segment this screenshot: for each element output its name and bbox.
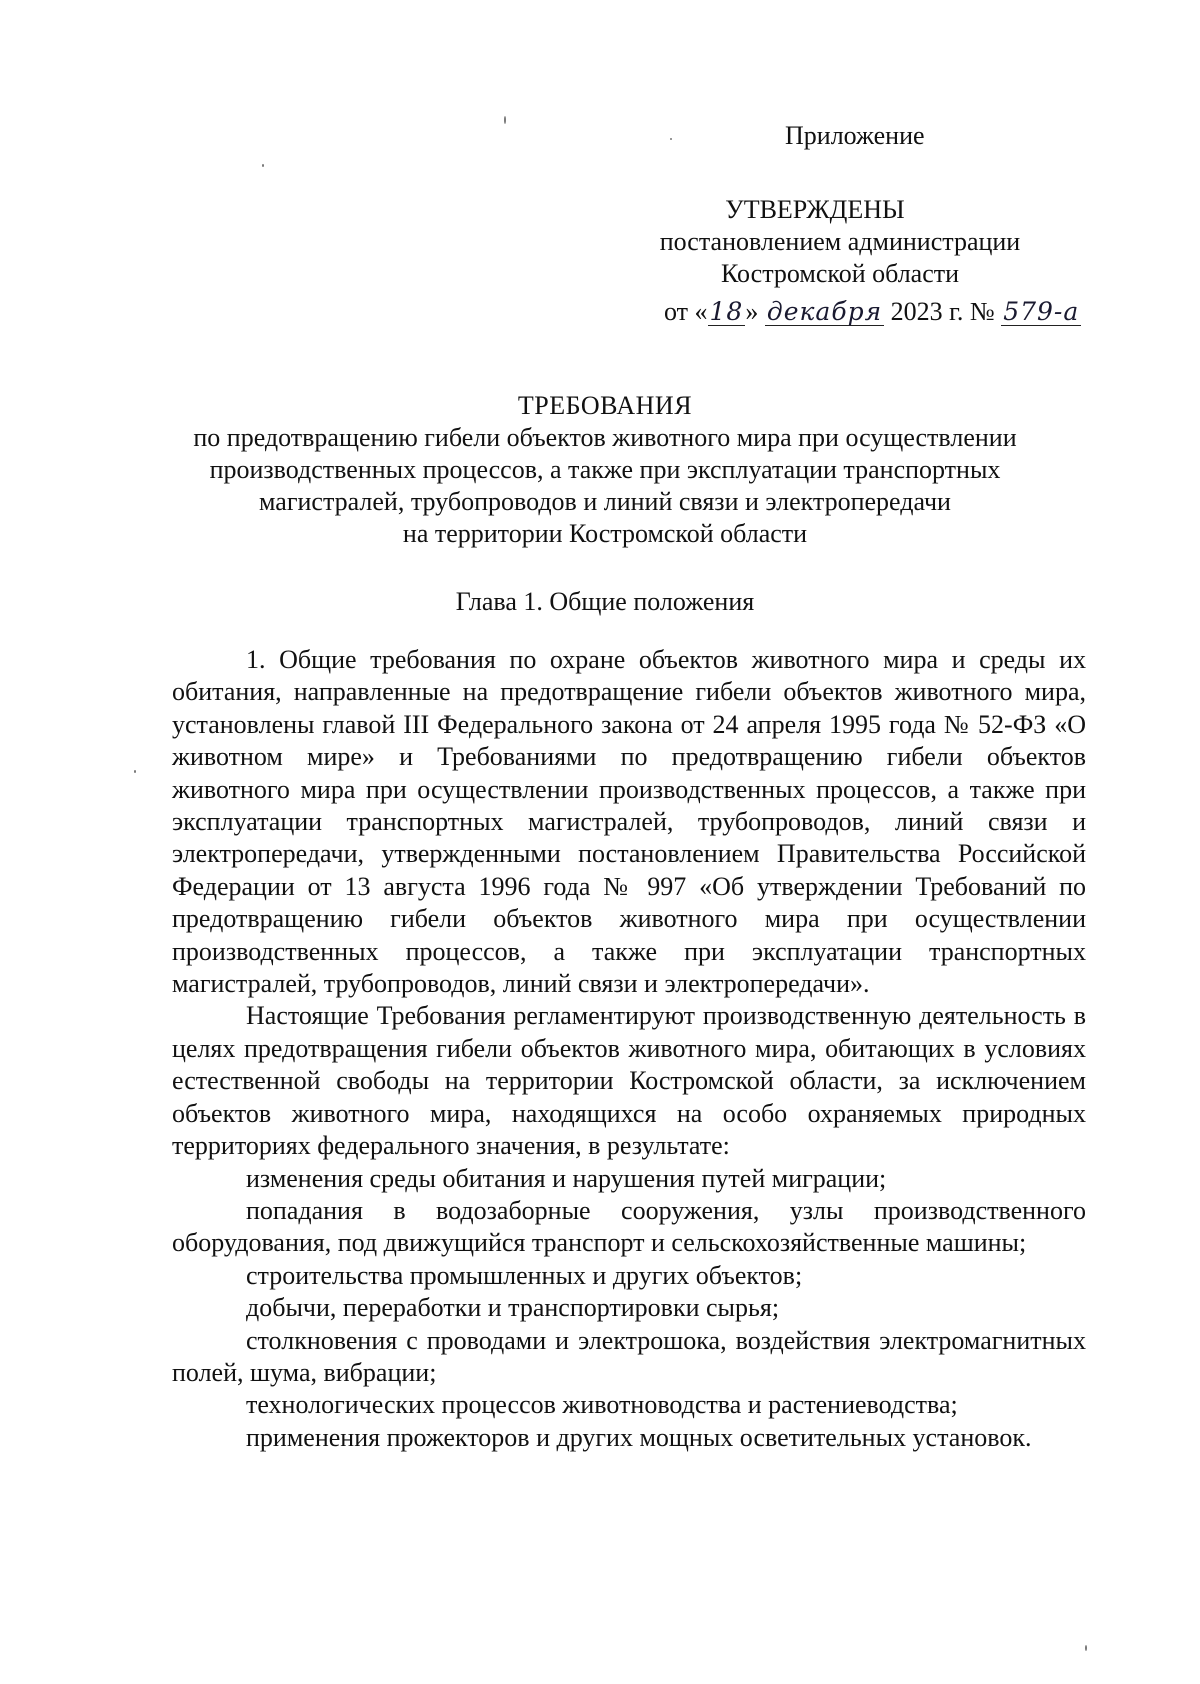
- handwritten-month: декабря: [766, 297, 883, 326]
- list-item: изменения среды обитания и нарушения путей миграции;: [246, 1163, 887, 1193]
- handwritten-day: 18: [709, 297, 744, 326]
- list-item: попадания в водозаборные сооружения, узлы производственного оборудования, под движущийся транспорт и сельскохозяйственные машины;: [172, 1195, 1086, 1258]
- chapter-heading: Глава 1. Общие положения: [455, 587, 755, 616]
- document-title: [150, 390, 1060, 550]
- scan-speck: [1085, 1645, 1087, 1651]
- annex-label: Приложение: [785, 121, 925, 150]
- list-item: столкновения с проводами и электрошока, воздействия электромагнитных полей, шума, вибрации;: [172, 1325, 1086, 1387]
- decree-date-line: [664, 296, 1104, 328]
- handwritten-decree-number: 579-а: [1003, 297, 1080, 326]
- approved-label: УТВЕРЖДЕНЫ: [725, 195, 905, 224]
- list-item: строительства промышленных и других объектов;: [246, 1260, 803, 1290]
- scan-speck: [262, 164, 264, 167]
- paragraph-1: 1. Общие требования по охране объектов животного мира и среды их обитания, направленные на предотвращение гибели объектов животного мира, установлены главой III Федерального закона от 24 апреля 1995 года № 52-ФЗ «О животном мире» и Требованиями по предотвращению гибели объектов животного мира при осуществлении производственных процессов, а также при эксплуатации транспортных магистралей, трубопроводов, линий связи и электропередачи, утвержденными постановлением Правительства Российской Федерации от 13 августа 1996 года № 997 «Об утверждении Требований по предотвращению гибели объектов животного мира при осуществлении производственных процессов, а также при эксплуатации транспортных магистралей, трубопроводов, линий связи и электропередачи».: [172, 645, 1086, 999]
- scan-speck: [134, 770, 136, 773]
- decree-issuer: постановлением администрации: [659, 227, 1021, 256]
- title-heading: ТРЕБОВАНИЯ: [517, 391, 693, 420]
- list-item: применения прожекторов и других мощных осветительных установок.: [246, 1422, 1032, 1452]
- paragraph-2: Настоящие Требования регламентируют производственную деятельность в целях предотвращения гибели объектов животного мира, обитающих в условиях естественной свободы на территории Костромской области, за исключением объектов животного мира, находящихся на особо охраняемых природных территориях федерального значения, в результате:: [172, 1001, 1086, 1161]
- date-prefix: от «: [664, 297, 708, 326]
- scan-speck: [670, 138, 672, 140]
- title-line-3: магистралей, трубопроводов и линий связи и электропередачи: [259, 487, 951, 516]
- decree-region: Костромской области: [720, 259, 960, 288]
- title-line-2: производственных процессов, а также при эксплуатации транспортных: [209, 455, 1001, 484]
- title-line-4: на территории Костромской области: [402, 519, 808, 548]
- scan-speck: [504, 116, 506, 124]
- title-line-1: по предотвращению гибели объектов животного мира при осуществлении: [193, 423, 1017, 452]
- date-year-number-label: 2023 г. №: [884, 297, 1002, 326]
- document-body: [172, 644, 1086, 1454]
- list-item: добычи, переработки и транспортировки сырья;: [246, 1293, 780, 1323]
- list-item: технологических процессов животноводства и растениеводства;: [246, 1390, 958, 1420]
- date-mid: »: [745, 297, 765, 326]
